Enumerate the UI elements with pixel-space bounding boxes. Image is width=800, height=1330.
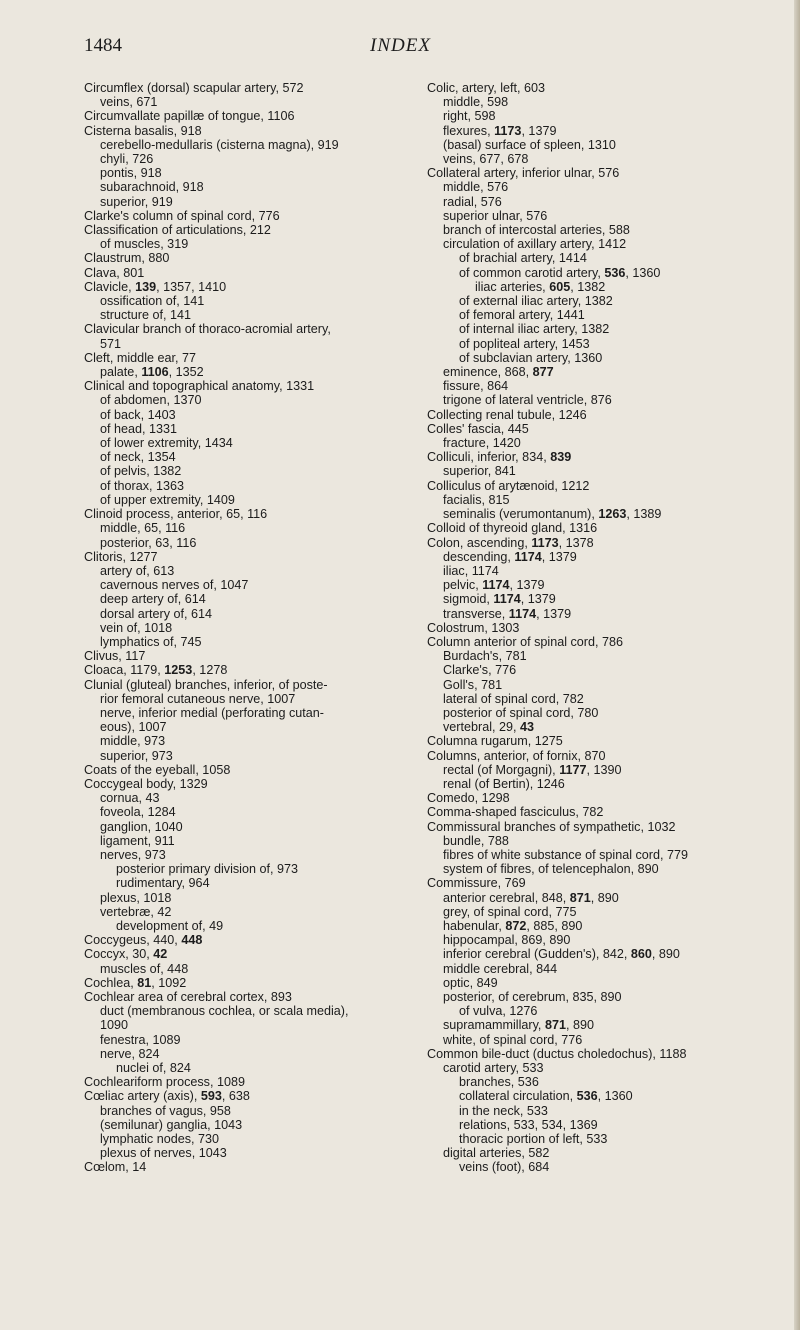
index-entry: foveola, 1284 — [100, 805, 176, 820]
index-entry: Collecting renal tubule, 1246 — [427, 407, 587, 422]
index-entry: 1090 — [100, 1018, 129, 1033]
index-entry: Clava, 801 — [84, 265, 145, 280]
index-entry: of back, 1403 — [100, 407, 176, 422]
index-entry: superior, 973 — [100, 748, 173, 763]
index-entry: Colostrum, 1303 — [427, 620, 520, 635]
index-entry: ligament, 911 — [100, 833, 175, 848]
index-entry: of external iliac artery, 1382 — [459, 294, 613, 309]
index-entry: branches of vagus, 958 — [100, 1103, 231, 1118]
index-entry: Commissure, 769 — [427, 876, 526, 891]
index-entry: duct (membranous cochlea, or scala media), — [100, 1004, 349, 1019]
index-entry: artery of, 613 — [100, 563, 175, 578]
index-entry: Goll's, 781 — [443, 677, 503, 692]
index-entry: superior, 841 — [443, 464, 516, 479]
index-entry: fissure, 864 — [443, 379, 509, 394]
index-entry: posterior primary division of, 973 — [116, 862, 298, 877]
index-entry: superior, 919 — [100, 194, 173, 209]
index-entry: development of, 49 — [116, 918, 224, 933]
index-entry: of upper extremity, 1409 — [100, 492, 235, 507]
index-entry: pontis, 918 — [100, 166, 162, 181]
index-entry: Columna rugarum, 1275 — [427, 734, 563, 749]
index-entry: of brachial artery, 1414 — [459, 251, 587, 266]
index-entry: eous), 1007 — [100, 720, 167, 735]
index-entry: relations, 533, 534, 1369 — [459, 1117, 598, 1132]
index-entry: veins (foot), 684 — [459, 1160, 550, 1175]
index-entry: subarachnoid, 918 — [100, 180, 204, 195]
index-entry: anterior cerebral, 848, 871, 890 — [443, 890, 619, 905]
index-entry: of pelvis, 1382 — [100, 464, 182, 479]
index-entry: carotid artery, 533 — [443, 1061, 544, 1076]
index-entry: middle, 65, 116 — [100, 521, 186, 536]
index-entry: of neck, 1354 — [100, 450, 176, 465]
index-entry: circulation of axillary artery, 1412 — [443, 237, 627, 252]
index-entry: Clitoris, 1277 — [84, 549, 158, 564]
index-entry: Cochleariform process, 1089 — [84, 1075, 245, 1090]
index-entry: Burdach's, 781 — [443, 649, 527, 664]
index-entry: fibres of white substance of spinal cord, 779 — [443, 847, 689, 862]
index-entry: of head, 1331 — [100, 421, 178, 436]
index-entry: digital arteries, 582 — [443, 1146, 550, 1161]
index-entry: posterior, of cerebrum, 835, 890 — [443, 990, 622, 1004]
index-column-left — [84, 81, 444, 1175]
index-entry: Clarke's column of spinal cord, 776 — [84, 208, 280, 223]
index-entry: iliac, 1174 — [443, 563, 499, 578]
index-entry: middle, 973 — [100, 734, 166, 749]
index-entry: flexures, 1173, 1379 — [443, 123, 557, 138]
index-entry: iliac arteries, 605, 1382 — [475, 279, 606, 294]
index-entry: Clavicular branch of thoraco-acromial artery, — [84, 322, 331, 337]
index-entry: 571 — [100, 336, 122, 351]
index-entry: facialis, 815 — [443, 492, 510, 507]
index-entry: Cochlear area of cerebral cortex, 893 — [84, 990, 292, 1004]
index-entry: Colic, artery, left, 603 — [427, 81, 546, 95]
index-entry: ossification of, 141 — [100, 294, 205, 309]
index-entry: inferior cerebral (Gudden's), 842, 860, 890 — [443, 947, 680, 962]
index-entry: Coats of the eyeball, 1058 — [84, 762, 231, 777]
index-entry: of common carotid artery, 536, 1360 — [459, 265, 661, 280]
index-entry: nerve, inferior medial (perforating cutan- — [100, 705, 324, 720]
index-entry: Cœlom, 14 — [84, 1160, 147, 1175]
index-entry: Colon, ascending, 1173, 1378 — [427, 535, 594, 550]
index-entry: eminence, 868, 877 — [443, 365, 554, 380]
index-entry: chyli, 726 — [100, 152, 154, 167]
index-entry: of thorax, 1363 — [100, 478, 185, 493]
index-entry: Common bile-duct (ductus choledochus), 1188 — [427, 1046, 687, 1061]
index-entry: Comma-shaped fasciculus, 782 — [427, 805, 604, 820]
index-entry: of vulva, 1276 — [459, 1004, 538, 1019]
index-entry: seminalis (verumontanum), 1263, 1389 — [443, 507, 662, 522]
index-entry: trigone of lateral ventricle, 876 — [443, 393, 612, 408]
index-entry: Cochlea, 81, 1092 — [84, 975, 187, 990]
index-entry: of muscles, 319 — [100, 237, 189, 252]
index-entry: posterior, 63, 116 — [100, 535, 197, 550]
index-entry: Claustrum, 880 — [84, 251, 170, 266]
index-entry: ganglion, 1040 — [100, 819, 183, 834]
index-entry: middle, 598 — [443, 95, 509, 110]
index-entry: nerve, 824 — [100, 1046, 160, 1061]
index-entry: cerebello-medullaris (cisterna magna), 919 — [100, 137, 339, 152]
index-entry: veins, 677, 678 — [443, 152, 529, 167]
index-entry: optic, 849 — [443, 975, 498, 990]
index-entry: Colles' fascia, 445 — [427, 421, 529, 436]
index-entry: vein of, 1018 — [100, 620, 173, 635]
index-entry: posterior of spinal cord, 780 — [443, 705, 599, 720]
index-entry: of lower extremity, 1434 — [100, 436, 233, 451]
index-entry: Classification of articulations, 212 — [84, 223, 271, 238]
index-entry: nuclei of, 824 — [116, 1061, 191, 1076]
index-entry: thoracic portion of left, 533 — [459, 1132, 608, 1147]
index-entry: superior ulnar, 576 — [443, 208, 548, 223]
index-entry: middle, 576 — [443, 180, 509, 195]
index-entry: plexus of nerves, 1043 — [100, 1146, 227, 1161]
index-entry: lymphatic nodes, 730 — [100, 1132, 220, 1147]
index-entry: Columns, anterior, of fornix, 870 — [427, 748, 606, 763]
index-entry: system of fibres, of telencephalon, 890 — [443, 862, 659, 877]
index-entry: right, 598 — [443, 109, 496, 124]
index-entry: Commissural branches of sympathetic, 1032 — [427, 819, 676, 834]
index-entry: white, of spinal cord, 776 — [443, 1032, 583, 1047]
index-entry: of popliteal artery, 1453 — [459, 336, 590, 351]
index-entry: collateral circulation, 536, 1360 — [459, 1089, 633, 1104]
index-entry: veins, 671 — [100, 95, 158, 110]
page-number: 1484 — [84, 35, 122, 56]
index-entry: Clinoid process, anterior, 65, 116 — [84, 507, 268, 522]
page-header — [0, 35, 800, 65]
index-column-right — [427, 81, 787, 1175]
index-entry: deep artery of, 614 — [100, 592, 206, 607]
index-entry: branch of intercostal arteries, 588 — [443, 223, 630, 238]
index-entry: dorsal artery of, 614 — [100, 606, 213, 621]
index-entry: vertebral, 29, 43 — [443, 720, 535, 735]
index-entry: Clivus, 117 — [84, 649, 146, 664]
index-entry: fracture, 1420 — [443, 436, 521, 451]
index-entry: Cleft, middle ear, 77 — [84, 350, 197, 365]
index-entry: radial, 576 — [443, 194, 502, 209]
index-entry: Comedo, 1298 — [427, 791, 510, 806]
index-entry: branches, 536 — [459, 1075, 539, 1090]
index-entry: rectal (of Morgagni), 1177, 1390 — [443, 762, 622, 777]
index-entry: (basal) surface of spleen, 1310 — [443, 137, 616, 152]
index-entry: cavernous nerves of, 1047 — [100, 578, 249, 593]
index-entry: Cœliac artery (axis), 593, 638 — [84, 1089, 250, 1104]
index-entry: Cloaca, 1179, 1253, 1278 — [84, 663, 228, 678]
index-entry: middle cerebral, 844 — [443, 961, 558, 976]
index-entry: vertebræ, 42 — [100, 904, 172, 919]
index-entry: structure of, 141 — [100, 308, 192, 323]
index-entry: Coccygeus, 440, 448 — [84, 933, 203, 948]
index-entry: of subclavian artery, 1360 — [459, 350, 603, 365]
index-entry: of abdomen, 1370 — [100, 393, 202, 408]
index-entry: plexus, 1018 — [100, 890, 172, 905]
index-entry: hippocampal, 869, 890 — [443, 933, 571, 948]
index-entry: Colliculus of arytænoid, 1212 — [427, 478, 590, 493]
index-entry: palate, 1106, 1352 — [100, 365, 204, 380]
index-entry: Circumvallate papillæ of tongue, 1106 — [84, 109, 295, 124]
index-entry: muscles of, 448 — [100, 961, 189, 976]
index-entry: descending, 1174, 1379 — [443, 549, 577, 564]
index-entry: bundle, 788 — [443, 833, 509, 848]
index-entry: lymphatics of, 745 — [100, 634, 202, 649]
index-entry: supramammillary, 871, 890 — [443, 1018, 594, 1033]
index-entry: of internal iliac artery, 1382 — [459, 322, 610, 337]
index-entry: cornua, 43 — [100, 791, 160, 806]
index-entry: Clunial (gluteal) branches, inferior, of poste- — [84, 677, 328, 692]
index-entry: lateral of spinal cord, 782 — [443, 691, 584, 706]
index-entry: nerves, 973 — [100, 847, 166, 862]
index-entry: Cisterna basalis, 918 — [84, 123, 202, 138]
index-entry: Coccygeal body, 1329 — [84, 776, 208, 791]
index-entry: Colloid of thyreoid gland, 1316 — [427, 521, 598, 536]
index-entry: Clarke's, 776 — [443, 663, 517, 678]
index-entry: sigmoid, 1174, 1379 — [443, 592, 556, 607]
index-entry: grey, of spinal cord, 775 — [443, 904, 577, 919]
index-entry: in the neck, 533 — [459, 1103, 548, 1118]
running-head: INDEX — [370, 35, 431, 56]
page-edge — [794, 0, 800, 1330]
index-entry: Clavicle, 139, 1357, 1410 — [84, 279, 227, 294]
index-entry: Colliculi, inferior, 834, 839 — [427, 450, 572, 465]
index-entry: Collateral artery, inferior ulnar, 576 — [427, 166, 620, 181]
index-entry: habenular, 872, 885, 890 — [443, 918, 583, 933]
index-entry: Clinical and topographical anatomy, 1331 — [84, 379, 315, 394]
index-entry: rior femoral cutaneous nerve, 1007 — [100, 691, 296, 706]
index-entry: transverse, 1174, 1379 — [443, 606, 572, 621]
index-entry: Coccyx, 30, 42 — [84, 947, 168, 962]
index-entry: rudimentary, 964 — [116, 876, 210, 891]
index-entry: renal (of Bertin), 1246 — [443, 776, 565, 791]
index-entry: Column anterior of spinal cord, 786 — [427, 634, 624, 649]
index-entry: of femoral artery, 1441 — [459, 308, 585, 323]
index-entry: (semilunar) ganglia, 1043 — [100, 1117, 243, 1132]
index-entry: pelvic, 1174, 1379 — [443, 578, 545, 593]
index-entry: Circumflex (dorsal) scapular artery, 572 — [84, 81, 304, 95]
index-entry: fenestra, 1089 — [100, 1032, 181, 1047]
